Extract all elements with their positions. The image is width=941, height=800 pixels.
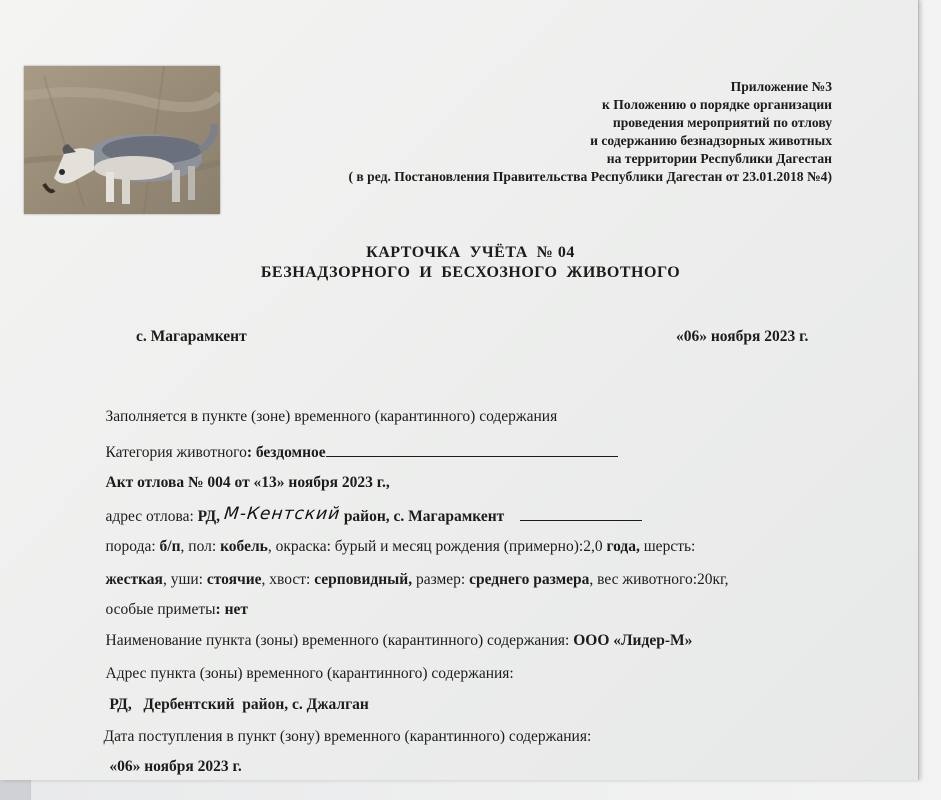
appendix-line: ( в ред. Постановления Правительства Республики Дагестан от 23.01.2018 №4) [348, 169, 832, 184]
marks-value: : нет [215, 601, 249, 618]
address-rest: район, с. Магарамкент [339, 508, 505, 525]
appendix-line: к Положению о порядке организации [602, 97, 832, 112]
address-label: адрес отлова: [105, 508, 198, 525]
facility-value: ООО «Лидер-М» [573, 632, 693, 649]
marks-label: особые приметы [105, 601, 216, 618]
facility-address-label: Адрес пункта (зоны) временного (карантинного) содержания: [105, 665, 514, 682]
place: с. Магарамкент [136, 328, 247, 345]
weight-text: , вес животного:20кг, [589, 571, 729, 588]
arrival-value: «06» ноября 2023 г. [105, 758, 242, 775]
breed-value: б/п [159, 538, 181, 555]
age-unit: года, [606, 538, 640, 555]
dog-photo [24, 66, 220, 214]
facility-label: Наименование пункта (зоны) временного (карантинного) содержания: [105, 632, 574, 649]
card-date: «06» ноября 2023 г. [676, 328, 809, 345]
color-text: , окраска: бурый и месяц рождения (примерно):2,0 [267, 538, 607, 555]
sex-label: , пол: [180, 538, 221, 555]
ears-label: , уши: [162, 571, 207, 588]
appendix-header [349, 78, 833, 186]
handwritten-district: М-Кентский [223, 504, 342, 524]
size-value: среднего размера [469, 571, 590, 588]
fur-label: шерсть: [639, 538, 696, 555]
appendix-line: и содержанию безнадзорных животных [590, 133, 832, 148]
appendix-line: Приложение №3 [730, 79, 832, 94]
tail-value: серповидный, [314, 571, 413, 588]
category-label: Категория животного [105, 444, 247, 461]
tail-label: , хвост: [261, 571, 315, 588]
breed-label: порода: [105, 538, 160, 555]
sex-value: кобель [220, 538, 268, 555]
blank-line [520, 506, 642, 521]
size-label: размер: [412, 571, 470, 588]
fur-value: жесткая [105, 571, 163, 588]
address-region: РД, [197, 508, 224, 525]
arrival-label: Дата поступления в пункт (зону) временного (карантинного) содержания: [103, 728, 592, 745]
appendix-line: проведения мероприятий по отлову [612, 115, 832, 130]
dog-image [24, 66, 220, 214]
appendix-line: на территории Республики Дагестан [606, 151, 832, 166]
category-value: : бездомное [246, 444, 326, 461]
catch-act: Акт отлова № 004 от «13» ноября 2023 г., [105, 474, 390, 491]
card-title: КАРТОЧКА УЧЁТА № 04 [366, 244, 575, 261]
facility-address-value: РД, Дербентский район, с. Джалган [105, 696, 369, 713]
card-subtitle: БЕЗНАДЗОРНОГО И БЕСХОЗНОГО ЖИВОТНОГО [260, 264, 681, 281]
blank-line [326, 442, 618, 457]
filled-in-text: Заполняется в пункте (зоне) временного (карантинного) содержания [105, 408, 558, 425]
arrival-row [90, 740, 242, 794]
ears-value: стоячие [206, 571, 262, 588]
